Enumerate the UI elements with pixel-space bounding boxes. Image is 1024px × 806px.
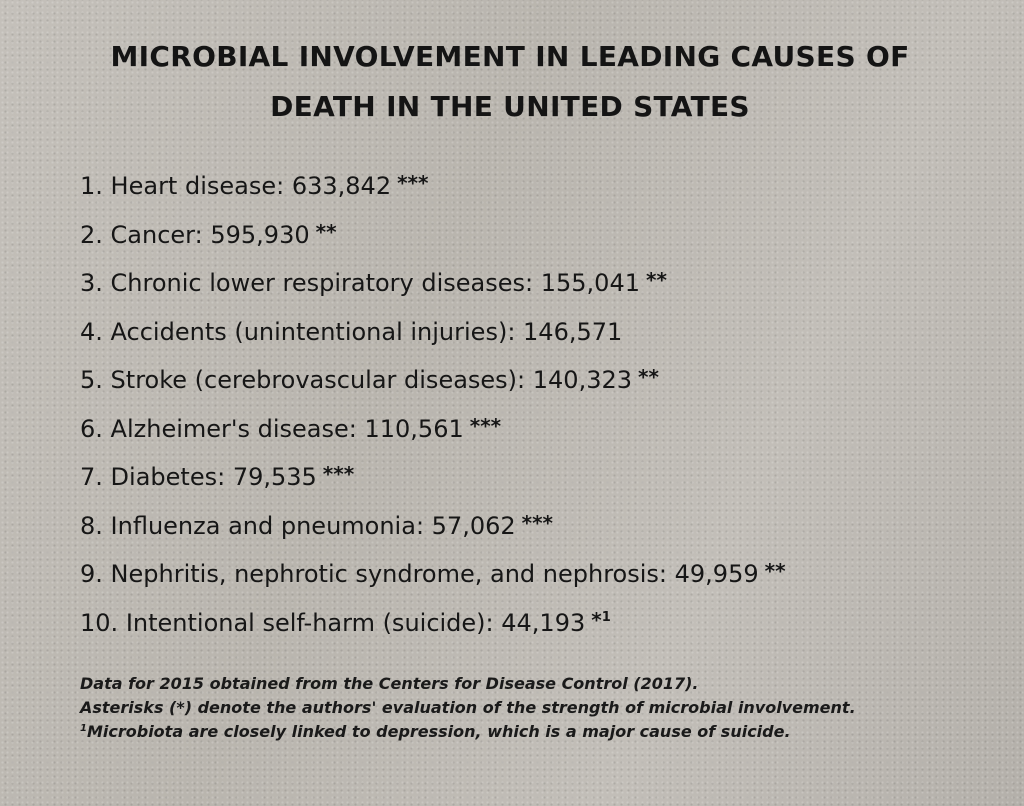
item-deaths: 140,323: [532, 366, 633, 394]
source-note: Data for 2015 obtained from the Centers for Disease Control (2017).: [80, 674, 699, 693]
item-rank: 8.: [80, 511, 103, 540]
item-name: Accidents (unintentional injuries): [110, 317, 508, 346]
item-rank: 5.: [80, 366, 103, 394]
list-item: 4. Accidents (unintentional injuries): 146,571: [80, 317, 623, 346]
item-name: Cancer: [110, 220, 195, 249]
item-footnote-marker: 1: [601, 609, 611, 625]
list-item: 9. Nephritis, nephrotic syndrome, and nephrosis: 49,959 **: [80, 559, 786, 588]
list-item: 7. Diabetes: 79,535 ***: [80, 462, 355, 491]
item-deaths: 146,571: [523, 317, 623, 346]
list-item: 2. Cancer: 595,930 **: [80, 219, 337, 249]
item-stars: *: [591, 607, 602, 632]
footnote-text: Microbiota are closely linked to depression, which is a major cause of suicide.: [86, 722, 791, 741]
footnote-1: [80, 720, 1000, 747]
item-name: Influenza and pneumonia: [110, 511, 416, 540]
item-deaths: 155,041: [540, 269, 640, 297]
item-stars: ***: [397, 171, 429, 195]
item-rank: 4.: [80, 317, 103, 346]
title-line-1: MICROBIAL INVOLVEMENT IN LEADING CAUSES OF: [110, 40, 910, 73]
footnote-marker: 1: [80, 723, 87, 734]
list-item: 3. Chronic lower respiratory diseases: 155,041 **: [80, 268, 667, 297]
item-name: Alzheimer's disease: [110, 414, 349, 443]
item-name: Intentional self-harm (suicide): [125, 608, 486, 637]
item-name: Nephritis, nephrotic syndrome, and nephrosis: [110, 560, 659, 588]
title-line-2: DEATH IN THE UNITED STATES: [270, 90, 750, 123]
item-name: Diabetes: [110, 463, 218, 491]
item-name: Chronic lower respiratory diseases: [110, 269, 526, 297]
list-item: 8. Influenza and pneumonia: 57,062 ***: [80, 510, 554, 540]
item-rank: 3.: [80, 269, 103, 297]
item-rank: 7.: [80, 463, 103, 491]
footnotes: [80, 672, 1000, 747]
item-name: Heart disease: [110, 172, 277, 200]
item-deaths: 110,561: [364, 414, 464, 443]
item-stars: ***: [322, 462, 355, 486]
item-deaths: 79,535: [232, 463, 317, 491]
page-title: [60, 32, 960, 132]
list-item: 5. Stroke (cerebrovascular diseases): 140,323 **: [80, 365, 659, 394]
item-stars: **: [764, 559, 786, 583]
item-deaths: 57,062: [431, 511, 516, 540]
item-stars: ***: [469, 413, 502, 438]
item-deaths: 44,193: [501, 608, 586, 637]
item-name: Stroke (cerebrovascular diseases): [110, 366, 518, 394]
item-deaths: 633,842: [291, 172, 392, 200]
item-deaths: 49,959: [674, 560, 759, 588]
item-deaths: 595,930: [210, 220, 310, 249]
item-rank: 10.: [80, 608, 119, 637]
item-stars: **: [315, 219, 337, 244]
item-stars: ***: [521, 510, 554, 535]
item-stars: **: [645, 268, 667, 292]
item-rank: 1.: [80, 172, 103, 200]
item-rank: 9.: [80, 560, 103, 588]
item-stars: **: [638, 365, 659, 389]
item-rank: 2.: [80, 220, 103, 249]
list-item: 6. Alzheimer's disease: 110,561 ***: [80, 413, 502, 443]
list-item: 1. Heart disease: 633,842 ***: [80, 171, 429, 200]
asterisk-note: Asterisks (*) denote the authors' evaluation of the strength of microbial involvement.: [80, 698, 856, 717]
list-item: 10. Intentional self-harm (suicide): 44,193 *$^1$: [80, 607, 611, 637]
causes-list: [80, 162, 1000, 647]
item-rank: 6.: [80, 414, 103, 443]
